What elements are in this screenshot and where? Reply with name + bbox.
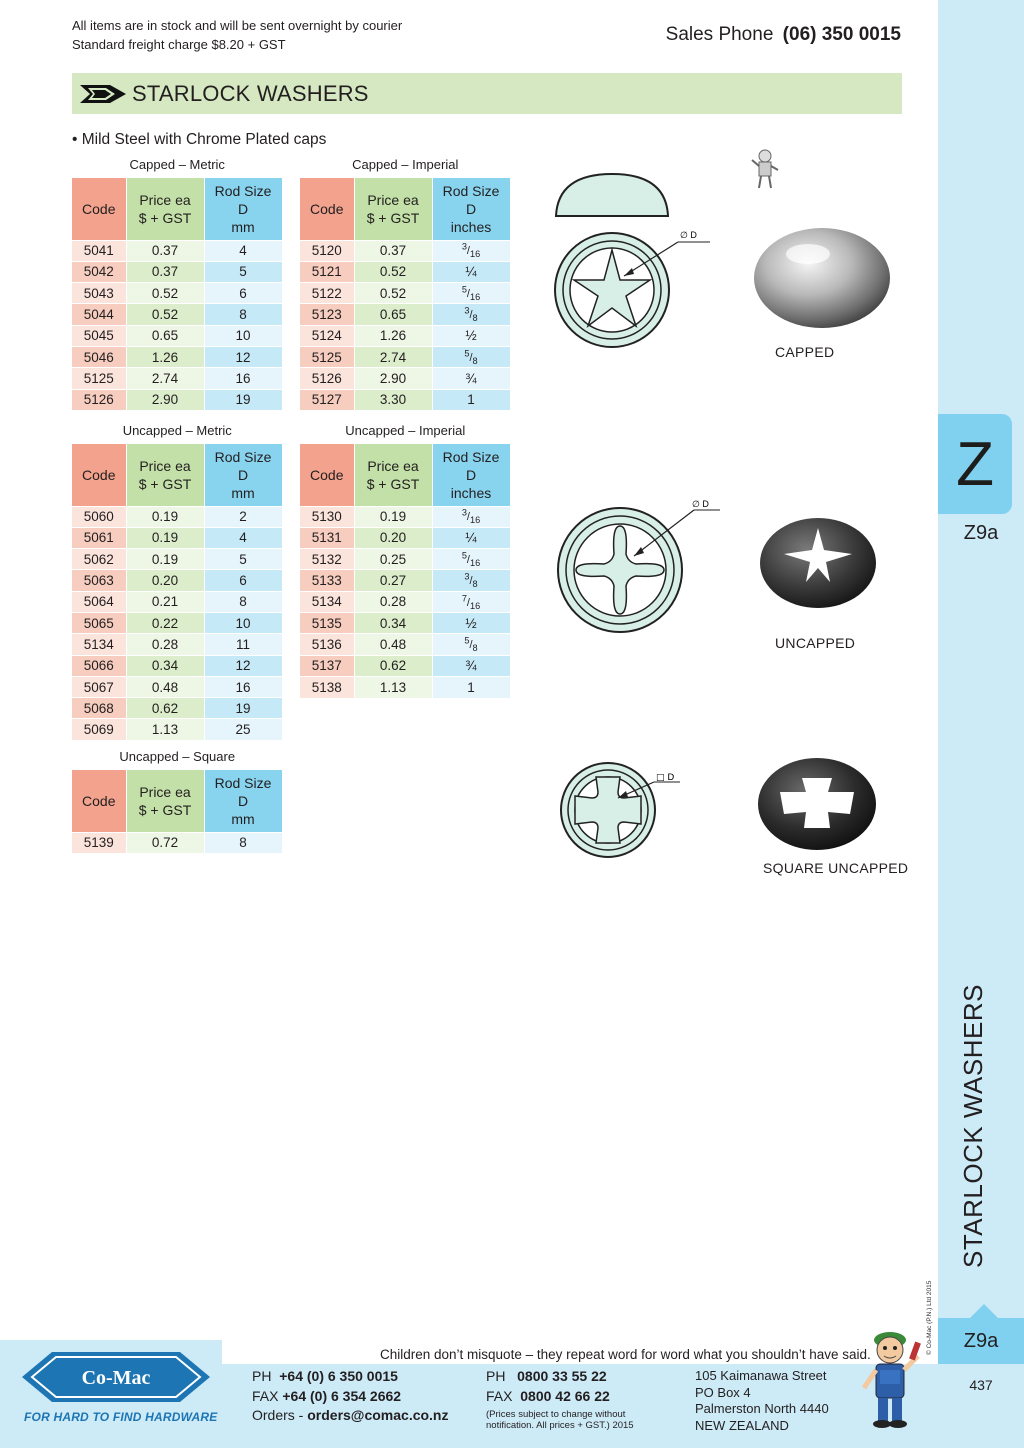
capped-dim-label: ∅ D [680,230,697,240]
rod-size-cell: $^7/_{16}$ [432,591,510,612]
ph-label: PH [252,1368,272,1384]
table-row [72,527,282,548]
code-cell: 5132 [300,549,354,570]
table-row [300,389,510,410]
address-line2: PO Box 4 [695,1384,751,1400]
uncapped-imperial-caption: Uncapped – Imperial [345,423,466,438]
table-row [72,283,282,304]
rod-size-cell: $^3/_{16}$ [432,240,510,261]
code-cell: 5127 [300,389,354,410]
code-cell: 5123 [300,304,354,325]
rod-size-cell: ½ [432,325,510,346]
table-row [72,368,282,389]
price-note-line1: (Prices subject to change without [486,1409,626,1420]
logo-tagline: FOR HARD TO FIND HARDWARE [24,1410,218,1424]
price-cell: 0.34 [354,612,432,633]
square-uncapped-diagram [556,762,686,862]
code-header: Code [300,444,354,506]
address-line3: Palmerston North 4440 [695,1401,829,1416]
rod-size-cell: 8 [204,591,282,612]
rod-size-cell: $^3/_{16}$ [432,506,510,527]
code-cell: 5126 [300,368,354,389]
rod-size-cell: ¼ [432,527,510,548]
rod-size-cell: 5 [204,261,282,282]
rod-size-cell: 16 [204,676,282,697]
table-row [72,832,282,853]
table-row [72,676,282,697]
section-letter-tab[interactable]: Z [938,414,1012,514]
square-dim-label: □ D [656,773,675,783]
code-cell: 5041 [72,240,126,261]
stock-note-line1: All items are in stock and will be sent overnight by courier [72,18,403,33]
ph-value[interactable]: +64 (0) 6 350 0015 [279,1368,398,1384]
table-row [300,570,510,591]
price-cell: 0.19 [126,506,204,527]
uncapped-metric-table [72,422,283,740]
arrow-icon [80,85,126,103]
price-header: Price ea $ + GST [354,178,432,240]
table-row [300,368,510,389]
code-cell: 5060 [72,506,126,527]
fax2-value: 0800 42 66 22 [520,1387,610,1404]
code-cell: 5126 [72,389,126,410]
code-cell: 5133 [300,570,354,591]
price-cell: 3.30 [354,389,432,410]
price-cell: 2.74 [126,368,204,389]
price-cell: 2.90 [354,368,432,389]
table-row [300,527,510,548]
price-cell: 0.48 [126,676,204,697]
rod-size-cell: 11 [204,634,282,655]
code-header: Code [72,178,126,240]
code-cell: 5134 [300,591,354,612]
price-cell: 0.62 [354,655,432,676]
rod-size-cell: 6 [204,283,282,304]
price-cell: 2.90 [126,389,204,410]
price-header: Price ea $ + GST [126,444,204,506]
table-row [72,634,282,655]
table-row [72,346,282,367]
material-note: • Mild Steel with Chrome Plated caps [72,131,327,148]
table-row [300,612,510,633]
table-row [72,304,282,325]
rod-size-cell: 10 [204,612,282,633]
rod-size-cell: $^5/_{16}$ [432,549,510,570]
uncapped-diagram [548,498,728,638]
uncapped-metric-grid [72,444,283,740]
rod-size-cell: 19 [204,389,282,410]
table-row [300,634,510,655]
code-cell: 5131 [300,527,354,548]
rod-size-cell: 25 [204,719,282,740]
table-row [300,346,510,367]
code-cell: 5042 [72,261,126,282]
fax-value: +64 (0) 6 354 2662 [282,1387,402,1404]
code-cell: 5139 [72,832,126,853]
table-row [72,261,282,282]
rod-size-cell: 16 [204,368,282,389]
rod-size-cell: 10 [204,325,282,346]
capped-diagram [548,168,718,358]
code-header: Code [300,178,354,240]
square-uncapped-label: SQUARE UNCAPPED [763,860,909,876]
uncapped-imperial-table [300,422,511,698]
code-cell: 5046 [72,346,126,367]
address-line4: NEW ZEALAND [695,1417,789,1433]
code-header: Code [72,444,126,506]
code-cell: 5125 [72,368,126,389]
price-cell: 0.37 [126,240,204,261]
rod-size-header: Rod Size D inches [432,444,510,506]
price-cell: 0.52 [126,304,204,325]
price-cell: 2.74 [354,346,432,367]
uncapped-square-table [72,748,283,853]
footer-quote: Children don’t misquote – they repeat word for word what you shouldn’t have said. [380,1347,871,1362]
price-cell: 0.52 [354,261,432,282]
code-cell: 5120 [300,240,354,261]
rod-size-cell: ¾ [432,368,510,389]
rod-size-cell: 12 [204,346,282,367]
code-cell: 5122 [300,283,354,304]
table-row [72,570,282,591]
uncapped-washer-photo [758,516,878,610]
stock-note-line2: Standard freight charge $8.20 + GST [72,37,286,52]
capped-imperial-grid [300,178,511,410]
rod-size-header: Rod Size D mm [204,770,282,832]
rod-size-cell: 4 [204,240,282,261]
code-cell: 5124 [300,325,354,346]
rod-size-header: Rod Size D inches [432,178,510,240]
mascot-icon [860,1326,928,1430]
rod-size-cell: 4 [204,527,282,548]
capped-washer-photo [752,224,892,330]
comac-logo [22,1348,210,1406]
footer-contact-freephone [486,1367,634,1431]
code-cell: 5069 [72,719,126,740]
sales-phone-label: Sales Phone [665,24,774,45]
table-row [300,261,510,282]
price-header: Price ea $ + GST [126,770,204,832]
price-cell: 0.28 [126,634,204,655]
rod-size-header: Rod Size D mm [204,444,282,506]
orders-email-link[interactable]: orders@comac.co.nz [307,1407,449,1423]
uncapped-square-caption: Uncapped – Square [119,749,236,764]
table-row [300,549,510,570]
code-header: Code [72,770,126,832]
price-cell: 0.27 [354,570,432,591]
capped-imperial-table [300,156,511,410]
rod-size-cell: 19 [204,698,282,719]
price-cell: 0.28 [354,591,432,612]
price-cell: 0.20 [126,570,204,591]
price-cell: 0.20 [354,527,432,548]
price-cell: 0.37 [354,240,432,261]
rod-size-cell: 12 [204,655,282,676]
rod-size-cell: ½ [432,612,510,633]
uncapped-dim-label: ∅ D [692,499,709,509]
rod-size-cell: $^5/_8$ [432,346,510,367]
code-cell: 5067 [72,676,126,697]
price-cell: 1.13 [354,676,432,697]
ph2-value[interactable]: 0800 33 55 22 [517,1368,607,1384]
comac-logo-text: Co-Mac [81,1367,151,1389]
code-cell: 5121 [300,261,354,282]
rod-size-header: Rod Size D mm [204,178,282,240]
code-cell: 5125 [300,346,354,367]
price-cell: 0.65 [126,325,204,346]
capped-metric-grid [72,178,283,410]
price-cell: 1.13 [126,719,204,740]
price-cell: 1.26 [354,325,432,346]
rod-size-cell: ¾ [432,655,510,676]
price-cell: 0.72 [126,832,204,853]
rod-size-cell: 8 [204,304,282,325]
price-cell: 0.22 [126,612,204,633]
sales-phone-number: (06) 350 0015 [782,24,901,45]
uncapped-label: UNCAPPED [775,635,856,651]
price-header: Price ea $ + GST [354,444,432,506]
code-cell: 5062 [72,549,126,570]
rod-size-cell: 6 [204,570,282,591]
code-cell: 5064 [72,591,126,612]
price-note-line2: notification. All prices + GST.) 2015 [486,1420,634,1431]
fax-label: FAX [252,1387,279,1404]
table-row [300,325,510,346]
orders-label: Orders - [252,1407,304,1423]
rod-size-cell: $^3/_8$ [432,570,510,591]
price-cell: 0.52 [126,283,204,304]
square-uncapped-washer-photo [756,756,878,852]
stock-note [72,16,402,54]
rod-size-cell: 5 [204,549,282,570]
table-row [300,240,510,261]
code-cell: 5137 [300,655,354,676]
code-cell: 5061 [72,527,126,548]
capped-imperial-caption: Capped – Imperial [352,157,459,172]
capped-metric-caption: Capped – Metric [129,157,225,172]
page-title: STARLOCK WASHERS [132,80,369,106]
code-cell: 5130 [300,506,354,527]
code-cell: 5066 [72,655,126,676]
rod-size-cell: 8 [204,832,282,853]
code-cell: 5044 [72,304,126,325]
table-row [72,325,282,346]
rod-size-cell: $^3/_8$ [432,304,510,325]
table-row [72,612,282,633]
sales-phone [666,24,901,46]
rod-size-cell: 2 [204,506,282,527]
code-cell: 5068 [72,698,126,719]
table-row [72,389,282,410]
capped-label: CAPPED [775,344,835,360]
table-row [72,698,282,719]
price-cell: 0.19 [126,527,204,548]
code-cell: 5063 [72,570,126,591]
table-row [300,591,510,612]
vertical-section-title: STARLOCK WASHERS [958,984,988,1268]
uncapped-square-grid [72,770,283,853]
price-cell: 0.62 [126,698,204,719]
code-cell: 5138 [300,676,354,697]
table-row [300,304,510,325]
section-code-tab[interactable]: Z9a [938,1318,1024,1364]
mascot-small-icon [750,148,780,190]
address-line1: 105 Kaimanawa Street [695,1368,827,1383]
page-number: 437 [938,1364,1024,1448]
rod-size-cell: $^5/_8$ [432,634,510,655]
price-cell: 0.34 [126,655,204,676]
table-row [72,591,282,612]
code-cell: 5045 [72,325,126,346]
price-cell: 0.21 [126,591,204,612]
price-cell: 0.19 [354,506,432,527]
section-banner [72,73,902,114]
table-row [72,655,282,676]
capped-metric-table [72,156,283,410]
ph2-label: PH [486,1368,506,1384]
price-note [486,1409,634,1431]
table-row [300,676,510,697]
rod-size-cell: ¼ [432,261,510,282]
price-header: Price ea $ + GST [126,178,204,240]
code-cell: 5134 [72,634,126,655]
table-row [72,549,282,570]
price-cell: 0.25 [354,549,432,570]
table-row [72,240,282,261]
code-cell: 5065 [72,612,126,633]
price-cell: 0.52 [354,283,432,304]
rod-size-cell: 1 [432,676,510,697]
code-cell: 5136 [300,634,354,655]
copyright-note: © Co-Mac (P.N.) Ltd 2015 [926,1280,933,1355]
uncapped-metric-caption: Uncapped – Metric [122,423,232,438]
footer-address [695,1368,829,1434]
rod-size-cell: $^5/_{16}$ [432,283,510,304]
uncapped-imperial-grid [300,444,511,698]
table-row [72,506,282,527]
table-row [72,719,282,740]
code-cell: 5043 [72,283,126,304]
price-cell: 0.48 [354,634,432,655]
price-cell: 0.65 [354,304,432,325]
price-cell: 1.26 [126,346,204,367]
fax2-label: FAX [486,1387,513,1404]
table-row [300,655,510,676]
price-cell: 0.19 [126,549,204,570]
code-cell: 5135 [300,612,354,633]
section-code: Z9a [963,522,999,544]
table-row [300,283,510,304]
rod-size-cell: 1 [432,389,510,410]
price-cell: 0.37 [126,261,204,282]
table-row [300,506,510,527]
footer-contact-nz [252,1367,449,1426]
